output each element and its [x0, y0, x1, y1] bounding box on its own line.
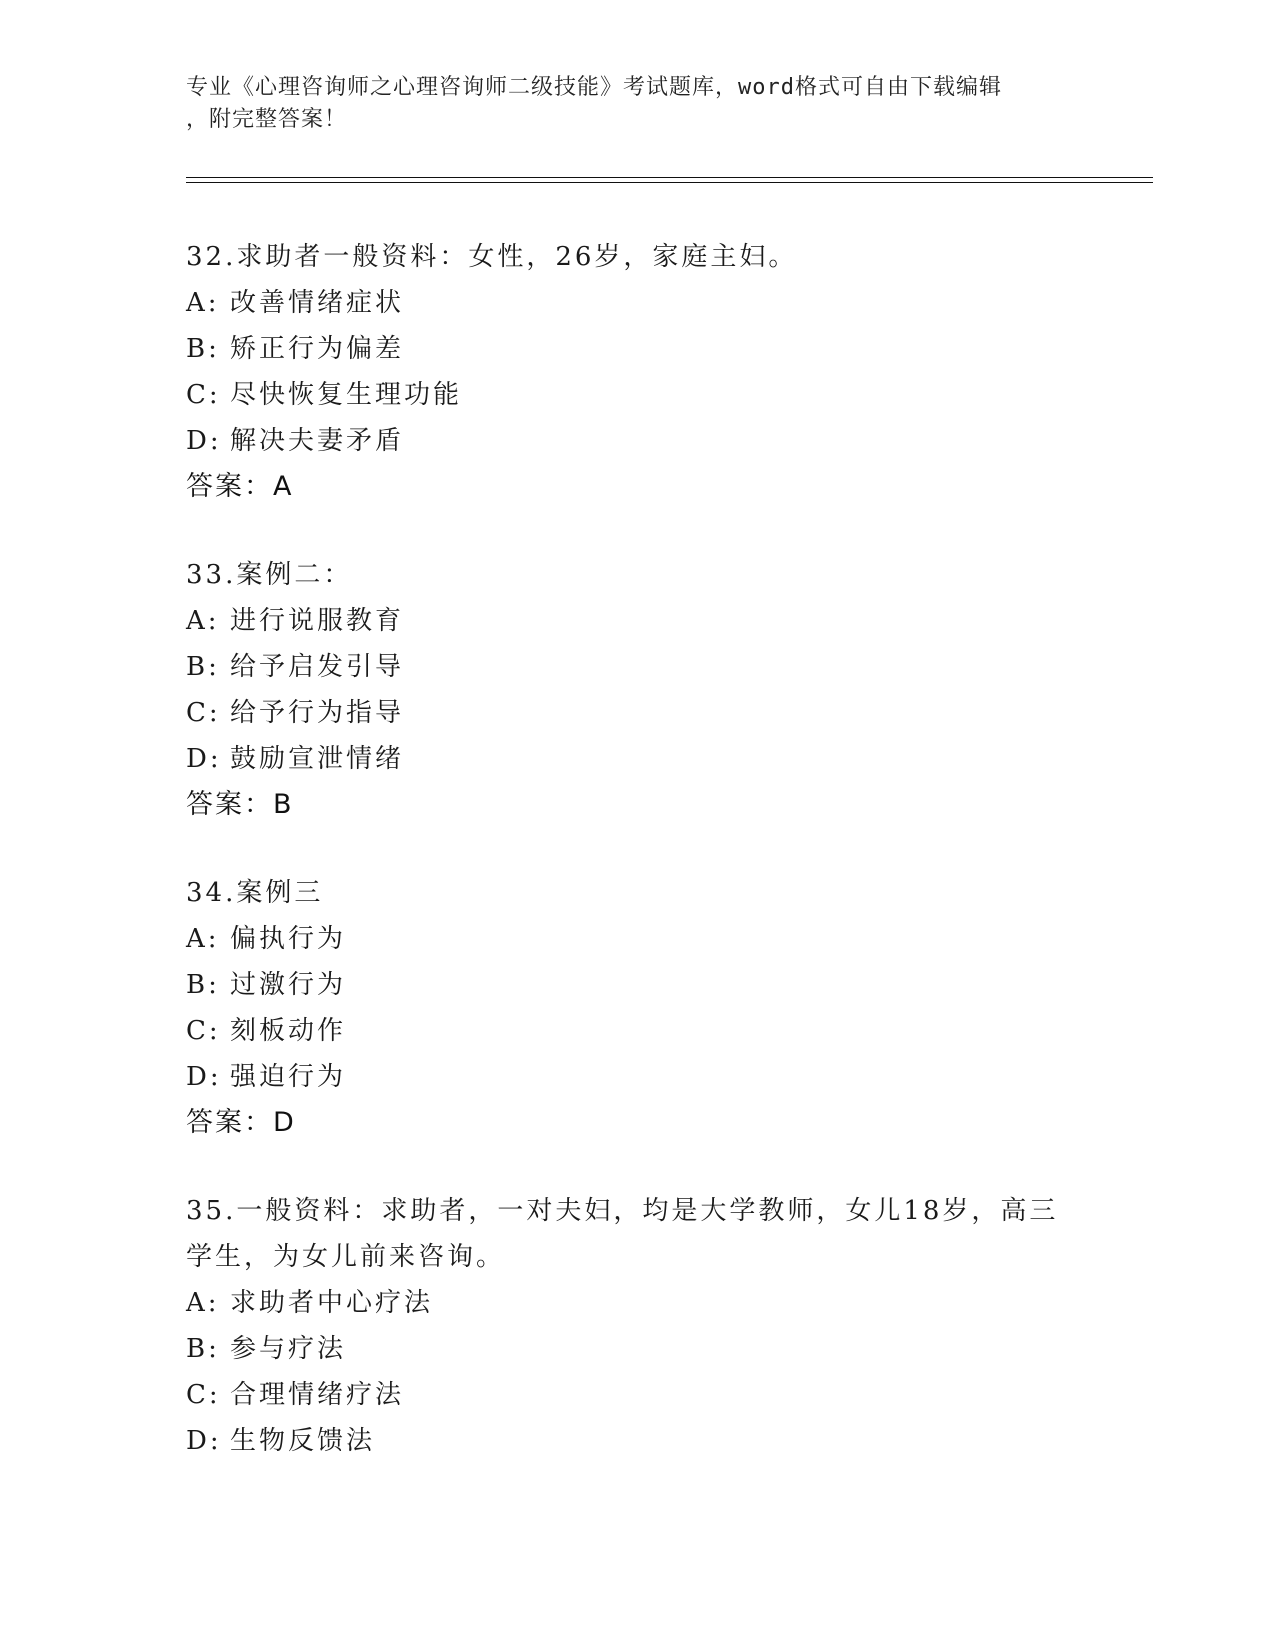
option-b	[186, 962, 1086, 1008]
question-stem: 34.案例三	[186, 878, 324, 908]
option-text: 刻板动作	[230, 1016, 347, 1046]
document-header	[186, 72, 1086, 136]
option-b	[186, 644, 1086, 690]
option-letter: C:	[186, 1016, 221, 1046]
option-letter: D:	[186, 1062, 222, 1092]
question-stem: 32.求助者一般资料：女性，26岁，家庭主妇。	[186, 242, 798, 272]
question-33	[186, 552, 1086, 828]
option-letter: A:	[186, 606, 220, 636]
question-list	[186, 234, 1086, 1506]
question-stem-line-1: 35.一般资料：求助者，一对夫妇，均是大学教师，女儿18岁，高三	[186, 1196, 1059, 1226]
option-d	[186, 1418, 1086, 1464]
option-text: 解决夫妻矛盾	[230, 426, 405, 456]
header-divider-bottom	[186, 182, 1153, 183]
option-a	[186, 916, 1086, 962]
header-divider-top	[186, 177, 1153, 178]
option-text: 尽快恢复生理功能	[230, 380, 463, 410]
option-letter: D:	[186, 426, 222, 456]
option-text: 给予行为指导	[230, 698, 405, 728]
option-c	[186, 1008, 1086, 1054]
option-letter: B:	[186, 970, 220, 1000]
option-a	[186, 280, 1086, 326]
option-c	[186, 372, 1086, 418]
option-text: 进行说服教育	[230, 606, 405, 636]
option-a	[186, 1280, 1086, 1326]
option-letter: B:	[186, 1334, 220, 1364]
option-text: 生物反馈法	[230, 1426, 376, 1456]
option-text: 改善情绪症状	[230, 288, 405, 318]
option-text: 偏执行为	[230, 924, 347, 954]
option-letter: B:	[186, 334, 220, 364]
header-line-1: 专业《心理咨询师之心理咨询师二级技能》考试题库，word格式可自由下载编辑	[186, 75, 1002, 100]
option-a	[186, 598, 1086, 644]
question-stem: 33.案例二：	[186, 560, 353, 590]
option-text: 合理情绪疗法	[230, 1380, 405, 1410]
option-letter: C:	[186, 698, 221, 728]
answer-line: 答案：A	[186, 471, 294, 502]
header-line-2: ，附完整答案！	[186, 107, 348, 132]
option-letter: B:	[186, 652, 220, 682]
option-c	[186, 690, 1086, 736]
option-letter: C:	[186, 1380, 221, 1410]
option-d	[186, 736, 1086, 782]
option-letter: D:	[186, 744, 222, 774]
option-b	[186, 326, 1086, 372]
option-c	[186, 1372, 1086, 1418]
option-text: 求助者中心疗法	[230, 1288, 434, 1318]
question-35	[186, 1188, 1086, 1464]
option-text: 过激行为	[230, 970, 347, 1000]
answer-line: 答案：B	[186, 789, 294, 820]
option-d	[186, 1054, 1086, 1100]
option-letter: A:	[186, 1288, 220, 1318]
option-b	[186, 1326, 1086, 1372]
option-letter: A:	[186, 924, 220, 954]
question-32	[186, 234, 1086, 510]
option-text: 鼓励宣泄情绪	[230, 744, 405, 774]
option-text: 矫正行为偏差	[230, 334, 405, 364]
option-text: 给予启发引导	[230, 652, 405, 682]
option-letter: D:	[186, 1426, 222, 1456]
answer-line: 答案：D	[186, 1107, 296, 1138]
option-letter: C:	[186, 380, 221, 410]
option-text: 强迫行为	[230, 1062, 347, 1092]
question-stem-line-2: 学生，为女儿前来咨询。	[186, 1242, 506, 1272]
question-34	[186, 870, 1086, 1146]
option-d	[186, 418, 1086, 464]
option-text: 参与疗法	[230, 1334, 347, 1364]
option-letter: A:	[186, 288, 220, 318]
